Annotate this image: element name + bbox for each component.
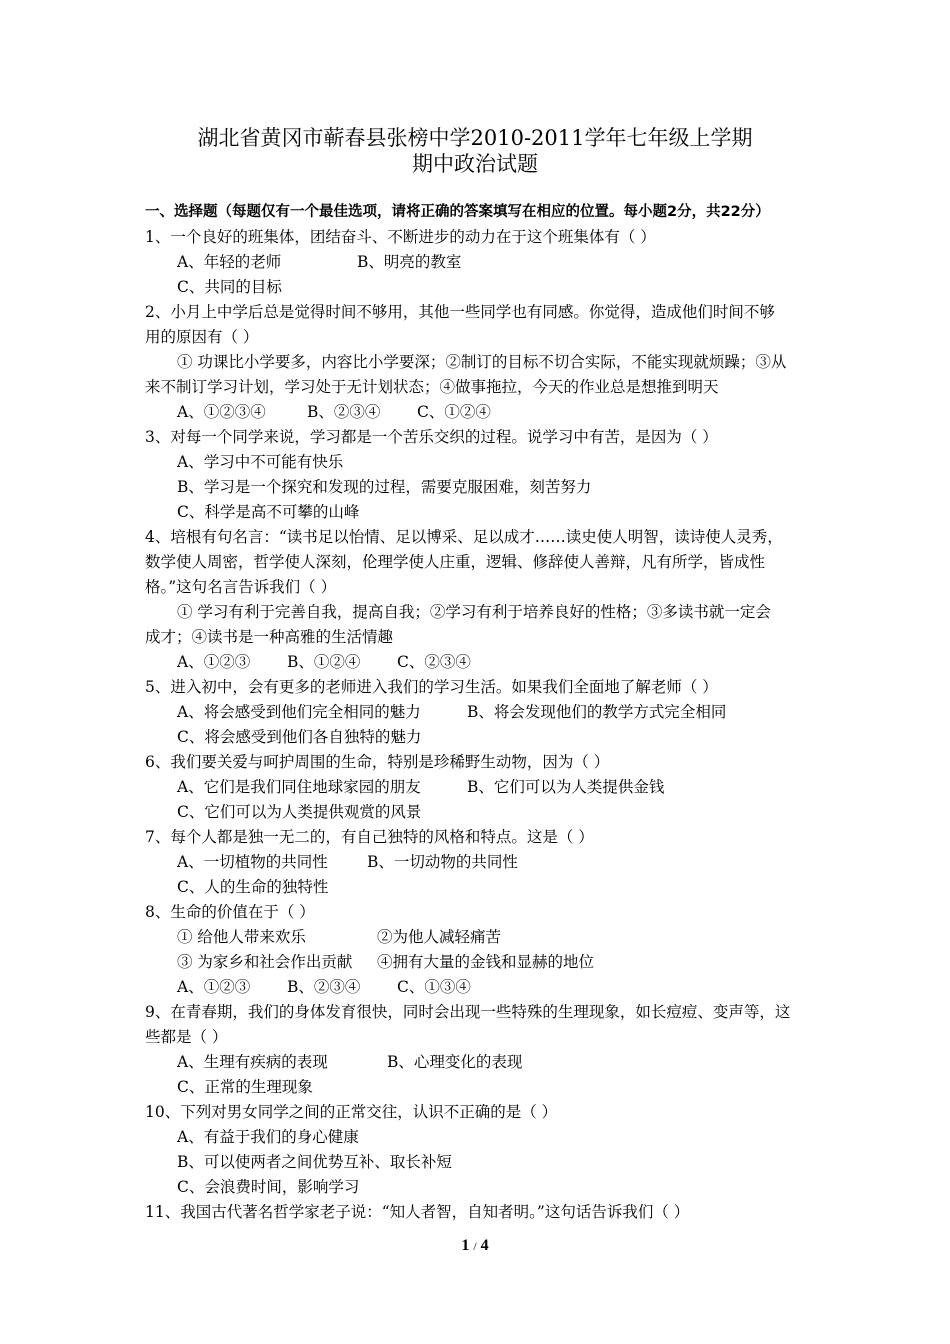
question-1-options-row	[177, 252, 842, 272]
question-1-stem: 1、一个良好的班集体，团结奋斗、不断进步的动力在于这个班集体有（ ）	[145, 228, 656, 246]
question-7-options-row	[177, 852, 842, 872]
q6-option-c: C、它们可以为人类提供观赏的风景	[177, 803, 422, 821]
question-11-stem: 11、我国古代著名哲学家老子说：“知人者智，自知者明。”这句话告诉我们（ ）	[145, 1203, 690, 1221]
question-5-stem: 5、进入初中，会有更多的老师进入我们的学习生活。如果我们全面地了解老师（ ）	[145, 678, 718, 696]
q4-option-b: B、①②④	[287, 653, 361, 671]
question-9-stem-line1: 9、在青春期，我们的身体发育很快，同时会出现一些特殊的生理现象，如长痘痘、变声等，这	[145, 1003, 791, 1021]
q9-option-b: B、心理变化的表现	[387, 1053, 523, 1071]
question-8-items-row1	[177, 927, 842, 947]
q1-option-b: B、明亮的教室	[357, 253, 462, 271]
question-9-stem-line2: 些都是（ ）	[145, 1028, 228, 1046]
question-5-options-row	[177, 702, 842, 722]
q10-option-c: C、会浪费时间，影响学习	[177, 1178, 360, 1196]
question-4-items-line1: ① 学习有利于完善自我，提高自我；②学习有利于培养良好的性格；③多读书就一定会	[177, 603, 771, 621]
q2-option-a: A、①②③④	[177, 403, 266, 421]
question-8-stem: 8、生命的价值在于（ ）	[145, 903, 315, 921]
q7-option-c: C、人的生命的独特性	[177, 878, 329, 896]
q4-option-a: A、①②③	[177, 653, 251, 671]
question-2-items-line1: ① 功课比小学要多，内容比小学要深；②制订的目标不切合实际，不能实现就烦躁；③从	[177, 353, 787, 371]
page-number	[0, 1237, 950, 1255]
page-separator: /	[473, 1239, 477, 1253]
question-9-options-row	[177, 1052, 842, 1072]
q3-option-c: C、科学是高不可攀的山峰	[177, 503, 360, 521]
q8-item-3: ③ 为家乡和社会作出贡献	[177, 953, 353, 971]
q3-option-b: B、学习是一个探究和发现的过程，需要克服困难，刻苦努力	[177, 478, 592, 496]
exam-title-line2: 期中政治试题	[412, 152, 538, 176]
question-2-options-row	[177, 402, 842, 422]
question-4-stem-line2: 数学使人周密，哲学使人深刻，伦理学使人庄重，逻辑、修辞使人善辩，凡有所学，皆成性	[145, 553, 766, 571]
q8-item-2: ②为他人减轻痛苦	[377, 928, 502, 946]
q2-option-c: C、①②④	[417, 403, 491, 421]
q8-item-4: ④拥有大量的金钱和显赫的地位	[377, 953, 595, 971]
q5-option-a: A、将会感受到他们完全相同的魅力	[177, 703, 421, 721]
section-heading: 一、选择题（每题仅有一个最佳选项，请将正确的答案填写在相应的位置。每小题2分，共22分）	[145, 204, 770, 220]
q5-option-b: B、将会发现他们的教学方式完全相同	[467, 703, 727, 721]
question-8-options-row	[177, 977, 842, 997]
page-current: 1	[461, 1237, 470, 1254]
q8-item-1: ① 给他人带来欢乐	[177, 928, 306, 946]
q1-option-c: C、共同的目标	[177, 278, 282, 296]
q10-option-a: A、有益于我们的身心健康	[177, 1128, 359, 1146]
question-2-stem-line1: 2、小月上中学后总是觉得时间不够用，其他一些同学也有同感。你觉得，造成他们时间不够	[145, 303, 775, 321]
question-2-stem-line2: 用的原因有（ ）	[145, 328, 259, 346]
q10-option-b: B、可以使两者之间优势互补、取长补短	[177, 1153, 452, 1171]
exam-title-line1: 湖北省黄冈市蕲春县张榜中学2010-2011学年七年级上学期	[197, 126, 753, 150]
q2-option-b: B、②③④	[307, 403, 381, 421]
q5-option-c: C、将会感受到他们各自独特的魅力	[177, 728, 422, 746]
question-4-items-line2: 成才；④读书是一种高雅的生活情趣	[145, 628, 394, 646]
q1-option-a: A、年轻的老师	[177, 253, 282, 271]
question-6-options-row	[177, 777, 842, 797]
question-4-stem-line1: 4、培根有句名言：“读书足以怡情、足以博采、足以成才……读史使人明智，读诗使人灵秀，	[145, 528, 783, 546]
question-4-options-row	[177, 652, 842, 672]
q9-option-c: C、正常的生理现象	[177, 1078, 313, 1096]
question-6-stem: 6、我们要关爱与呵护周围的生命，特别是珍稀野生动物，因为（ ）	[145, 753, 610, 771]
q4-option-c: C、②③④	[397, 653, 471, 671]
question-8-items-row2	[177, 952, 842, 972]
q6-option-b: B、它们可以为人类提供金钱	[467, 778, 665, 796]
q7-option-b: B、一切动物的共同性	[367, 853, 518, 871]
q8-option-b: B、②③④	[287, 978, 361, 996]
q3-option-a: A、学习中不可能有快乐	[177, 453, 344, 471]
question-7-stem: 7、每个人都是独一无二的，有自己独特的风格和特点。这是（ ）	[145, 828, 594, 846]
q9-option-a: A、生理有疾病的表现	[177, 1053, 328, 1071]
question-4-stem-line3: 格。”这句名言告诉我们（ ）	[145, 578, 337, 596]
page-total: 4	[480, 1237, 489, 1254]
q7-option-a: A、一切植物的共同性	[177, 853, 328, 871]
q8-option-a: A、①②③	[177, 978, 251, 996]
q6-option-a: A、它们是我们同住地球家园的朋友	[177, 778, 421, 796]
question-2-items-line2: 来不制订学习计划，学习处于无计划状态；④做事拖拉，今天的作业总是想推到明天	[145, 378, 719, 396]
question-3-stem: 3、对每一个同学来说，学习都是一个苦乐交织的过程。说学习中有苦，是因为（ ）	[145, 428, 718, 446]
q8-option-c: C、①③④	[397, 978, 471, 996]
question-10-stem: 10、下列对男女同学之间的正常交往，认识不正确的是（ ）	[145, 1103, 558, 1121]
